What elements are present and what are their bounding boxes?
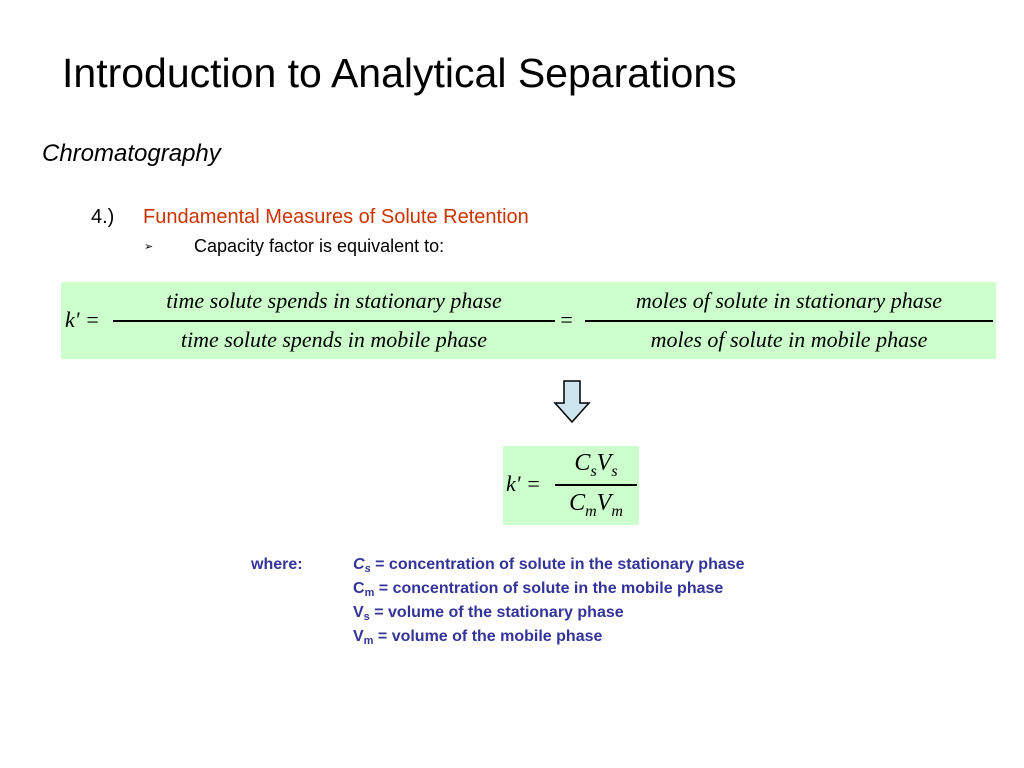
equation2-denominator: $C_mV_m$ — [569, 490, 623, 520]
bullet-text: Capacity factor is equivalent to: — [194, 236, 445, 256]
item-heading: Fundamental Measures of Solute Retention — [143, 206, 529, 228]
equation2-fraction-bar — [555, 484, 637, 486]
section-subtitle: Chromatography — [42, 140, 221, 167]
fraction2-denominator: moles of solute in mobile phase — [650, 327, 928, 352]
fraction2-bar — [585, 320, 993, 322]
slide-title: Introduction to Analytical Separations — [62, 50, 737, 96]
item-number: 4.) — [91, 206, 115, 228]
definition-vm: $V_m$ = volume of the mobile phase — [353, 628, 603, 647]
capacity-factor-equation — [61, 282, 996, 359]
fraction1-numerator: time solute spends in stationary phase — [166, 288, 502, 313]
capacity-factor-concentration-equation — [503, 446, 639, 525]
bullet-arrow-icon: ➢ — [144, 241, 154, 253]
definition-cm: $C_m$ = concentration of solute in the mobile phase — [353, 580, 724, 599]
definition-vs: $V_s$ = volume of the stationary phase — [353, 604, 624, 623]
fraction2-numerator: moles of solute in stationary phase — [635, 288, 943, 313]
down-arrow-icon — [553, 380, 591, 424]
equation-lhs: k' = — [65, 307, 100, 332]
fraction1-denominator: time solute spends in mobile phase — [180, 327, 488, 352]
equation2-lhs: k' = — [506, 471, 541, 496]
definition-cs: $C_s$ = concentration of solute in the stationary phase — [353, 556, 745, 575]
where-label: where: — [251, 556, 303, 573]
fraction1-bar — [113, 320, 555, 322]
equation2-numerator: $C_sV_s$ — [574, 450, 618, 480]
equals-sign: = — [559, 307, 574, 332]
